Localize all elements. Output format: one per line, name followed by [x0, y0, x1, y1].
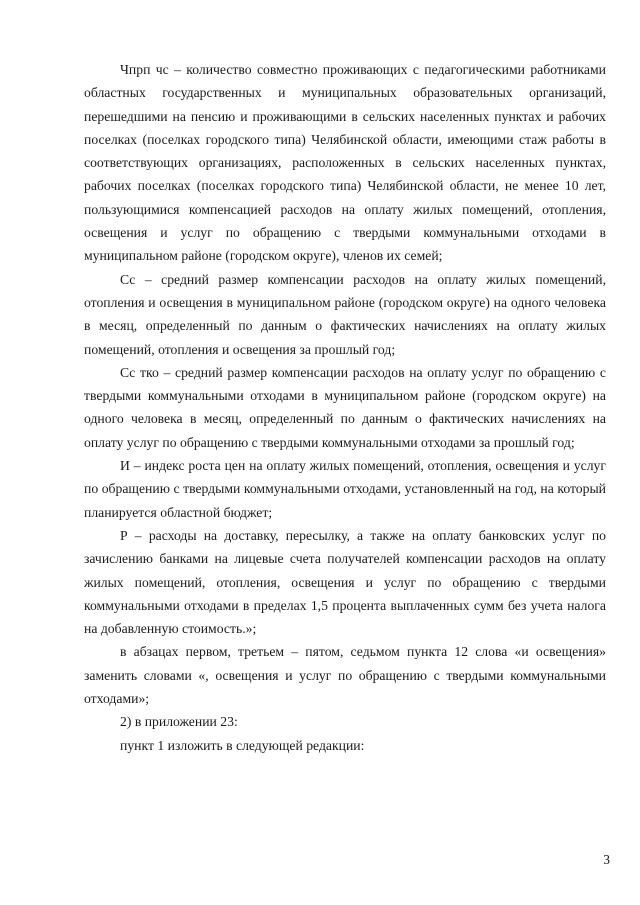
page-number: 3: [603, 852, 610, 867]
document-body: [84, 58, 606, 757]
paragraph-chprp: Чпрп чс – количество совместно проживающих с педагогическими работниками областных государственных и муниципальных образовательных организаций, перешедшими на пенсию и проживающими в сельских населенных пунктах и рабочих поселках (поселках городского типа) Челябинской области, имеющими стаж работы в соответствующих организациях, расположенных в сельских населенных пунктах, рабочих поселках (поселках городского типа) Челябинской области, не менее 10 лет, пользующимися компенсацией расходов на оплату жилых помещений, отопления, освещения и услуг по обращению с твердыми коммунальными отходами в муниципальном районе (городском округе), членов их семей;: [84, 62, 606, 264]
paragraph-cc: Сс – средний размер компенсации расходов на оплату жилых помещений, отопления и освещения в муниципальном районе (городском округе) на одного человека в месяц, определенный по данным о фактических начислениях на оплату жилых помещений, отопления и освещения за прошлый год;: [84, 271, 606, 357]
paragraph-appendix-23: 2) в приложении 23:: [120, 714, 238, 730]
paragraph-cc-tko: Сс тко – средний размер компенсации расходов на оплату услуг по обращению с твердыми коммунальными отходами в муниципальном районе (городском округе) на одного человека в месяц, определенный по данным о фактических начислениях на оплату услуг по обращению с твердыми коммунальными отходами за прошлый год;: [84, 364, 606, 450]
paragraph-expenses: Р – расходы на доставку, пересылку, а также на оплату банковских услуг по зачислению банками на лицевые счета получателей компенсации расходов на оплату жилых помещений, отопления, освещения и услуг по обращению с твердыми коммунальными отходами в пределах 1,5 процента выплаченных сумм без учета налога на добавленную стоимость.»;: [84, 527, 606, 637]
paragraph-clause-1: пункт 1 изложить в следующей редакции:: [120, 737, 365, 753]
paragraph-amendment: в абзацах первом, третьем – пятом, седьмом пункта 12 слова «и освещения» заменить словами «, освещения и услуг по обращению с твердыми коммунальными отходами»;: [84, 644, 606, 707]
paragraph-index: И – индекс роста цен на оплату жилых помещений, отопления, освещения и услуг по обращению с твердыми коммунальными отходами, установленный на год, на который планируется областной бюджет;: [84, 458, 606, 520]
